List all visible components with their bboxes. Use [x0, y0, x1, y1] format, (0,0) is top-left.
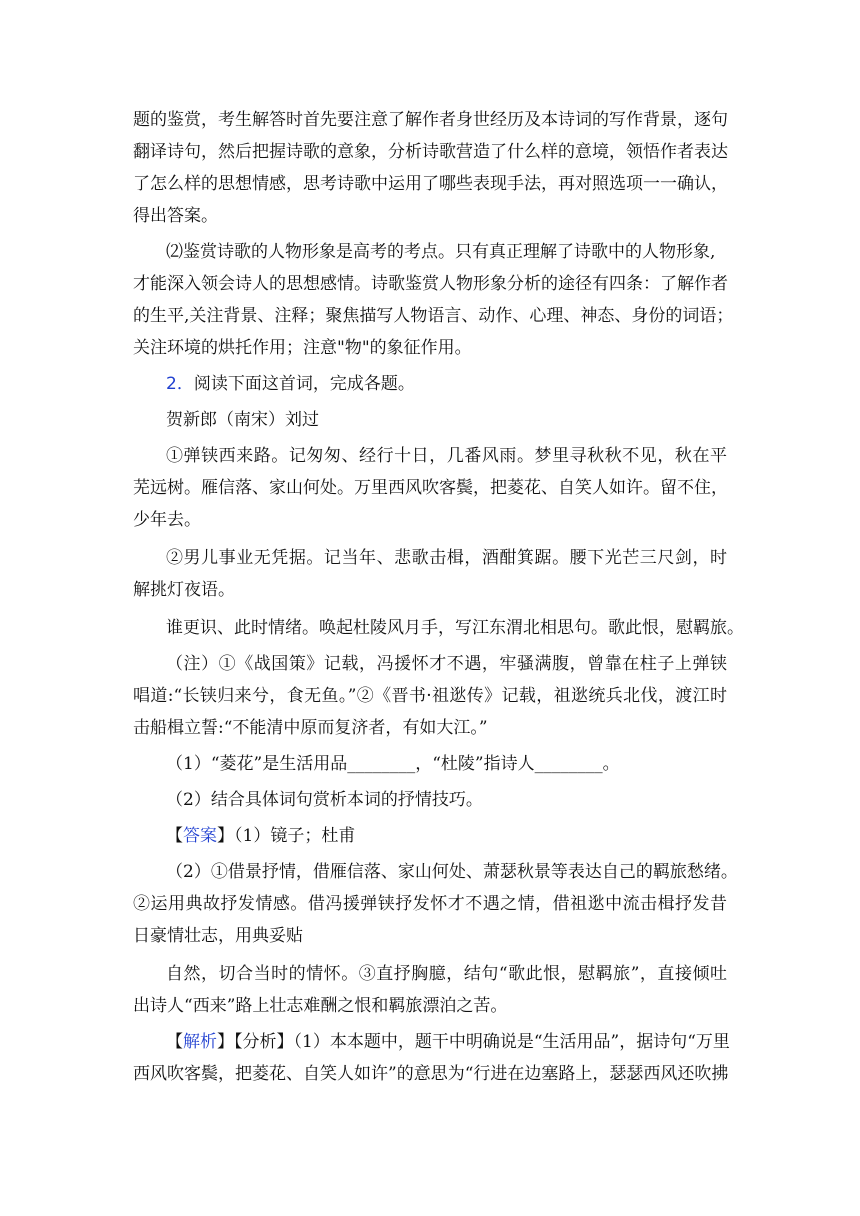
answer-text: （1）镜子；杜甫 — [234, 826, 356, 846]
question-text: 阅读下面这首词，完成各题。 — [193, 374, 415, 394]
analysis-label: 解析 — [183, 1032, 217, 1052]
poem-line: 解挑灯夜语。 — [133, 580, 235, 600]
answer-line: 出诗人“西来”路上壮志难酬之恨和羁旅漂泊之苦。 — [133, 996, 508, 1016]
sub-question-1: （1）“菱花”是生活用品________，“杜陵”指诗人________。 — [166, 754, 620, 774]
poem-line: 谁更识、此时情绪。唤起杜陵风月手，写江东渭北相思句。歌此恨，慰羁旅。 — [166, 618, 744, 638]
paragraph-line: 的生平,关注背景、注释；聚焦描写人物语言、动作、心理、神态、身份的词语； — [133, 306, 734, 326]
poem-line: ②男儿事业无凭据。记当年、悲歌击楫，酒酣箕踞。腰下光芒三尺剑，时 — [166, 548, 727, 568]
analysis-line: 西风吹客鬓，把菱花、自笑人如许”的意思为“行进在边塞路上，瑟瑟西风还吹拂 — [133, 1064, 729, 1084]
sub-question-2: （2）结合具体词句赏析本词的抒情技巧。 — [166, 790, 483, 810]
question-heading — [166, 368, 415, 400]
analysis-text: 【分析】（1）本本题中，题干中明确说是“生活用品”，据诗句“万里 — [234, 1032, 730, 1052]
paragraph-line: 题的鉴赏，考生解答时首先要注意了解作者身世经历及本诗词的写作背景，逐句 — [133, 110, 728, 130]
bracket-open: 【 — [166, 826, 183, 846]
answer-line: 自然，切合当时的情怀。③直抒胸臆，结句“歌此恨，慰羁旅”，直接倾吐 — [166, 964, 727, 984]
analysis-line — [166, 1026, 730, 1058]
poem-line: 芜远树。雁信落、家山何处。万里西风吹客鬓，把菱花、自笑人如许。留不住， — [133, 478, 728, 498]
answer-line: （2）①借景抒情，借雁信落、家山何处、萧瑟秋景等表达自己的羁旅愁绪。 — [166, 862, 738, 882]
note-line: （注）①《战国策》记载，冯援怀才不遇，牢骚满腹，曾靠在柱子上弹铗 — [166, 654, 727, 674]
paragraph-line: ⑵鉴赏诗歌的人物形象是高考的考点。只有真正理解了诗歌中的人物形象, — [166, 242, 716, 262]
answer-line: ②运用典故抒发情感。借冯援弹铗抒发怀才不遇之情，借祖逖中流击楫抒发昔 — [133, 894, 727, 914]
paragraph-line: 得出答案。 — [133, 206, 218, 226]
paragraph-line: 关注环境的烘托作用；注意"物"的象征作用。 — [133, 338, 472, 358]
answer-line — [166, 820, 355, 852]
question-number: 2． — [166, 374, 194, 394]
bracket-open: 【 — [166, 1032, 183, 1052]
poem-line: 少年去。 — [133, 510, 201, 530]
paragraph-line: 才能深入领会诗人的思想感情。诗歌鉴赏人物形象分析的途径有四条：了解作者 — [133, 274, 728, 294]
answer-line: 日豪情壮志，用典妥贴 — [133, 926, 303, 946]
note-line: 击船楫立誓:“不能清中原而复济者，有如大江。” — [133, 718, 488, 738]
paragraph-line: 了怎么样的思想情感，思考诗歌中运用了哪些表现手法，再对照选项一一确认， — [133, 174, 728, 194]
bracket-close: 】 — [217, 826, 234, 846]
paragraph-line: 翻译诗句，然后把握诗歌的意象，分析诗歌营造了什么样的意境，领悟作者表达 — [133, 142, 728, 162]
answer-label: 答案 — [183, 826, 217, 846]
poem-title: 贺新郎（南宋）刘过 — [166, 410, 319, 430]
note-line: 唱道:“长铗归来兮，食无鱼。”②《晋书·祖逖传》记载，祖逖统兵北伐，渡江时 — [133, 686, 727, 706]
poem-line: ①弹铗西来路。记匆匆、经行十日，几番风雨。梦里寻秋秋不见，秋在平 — [166, 446, 727, 466]
bracket-close: 】 — [217, 1032, 234, 1052]
